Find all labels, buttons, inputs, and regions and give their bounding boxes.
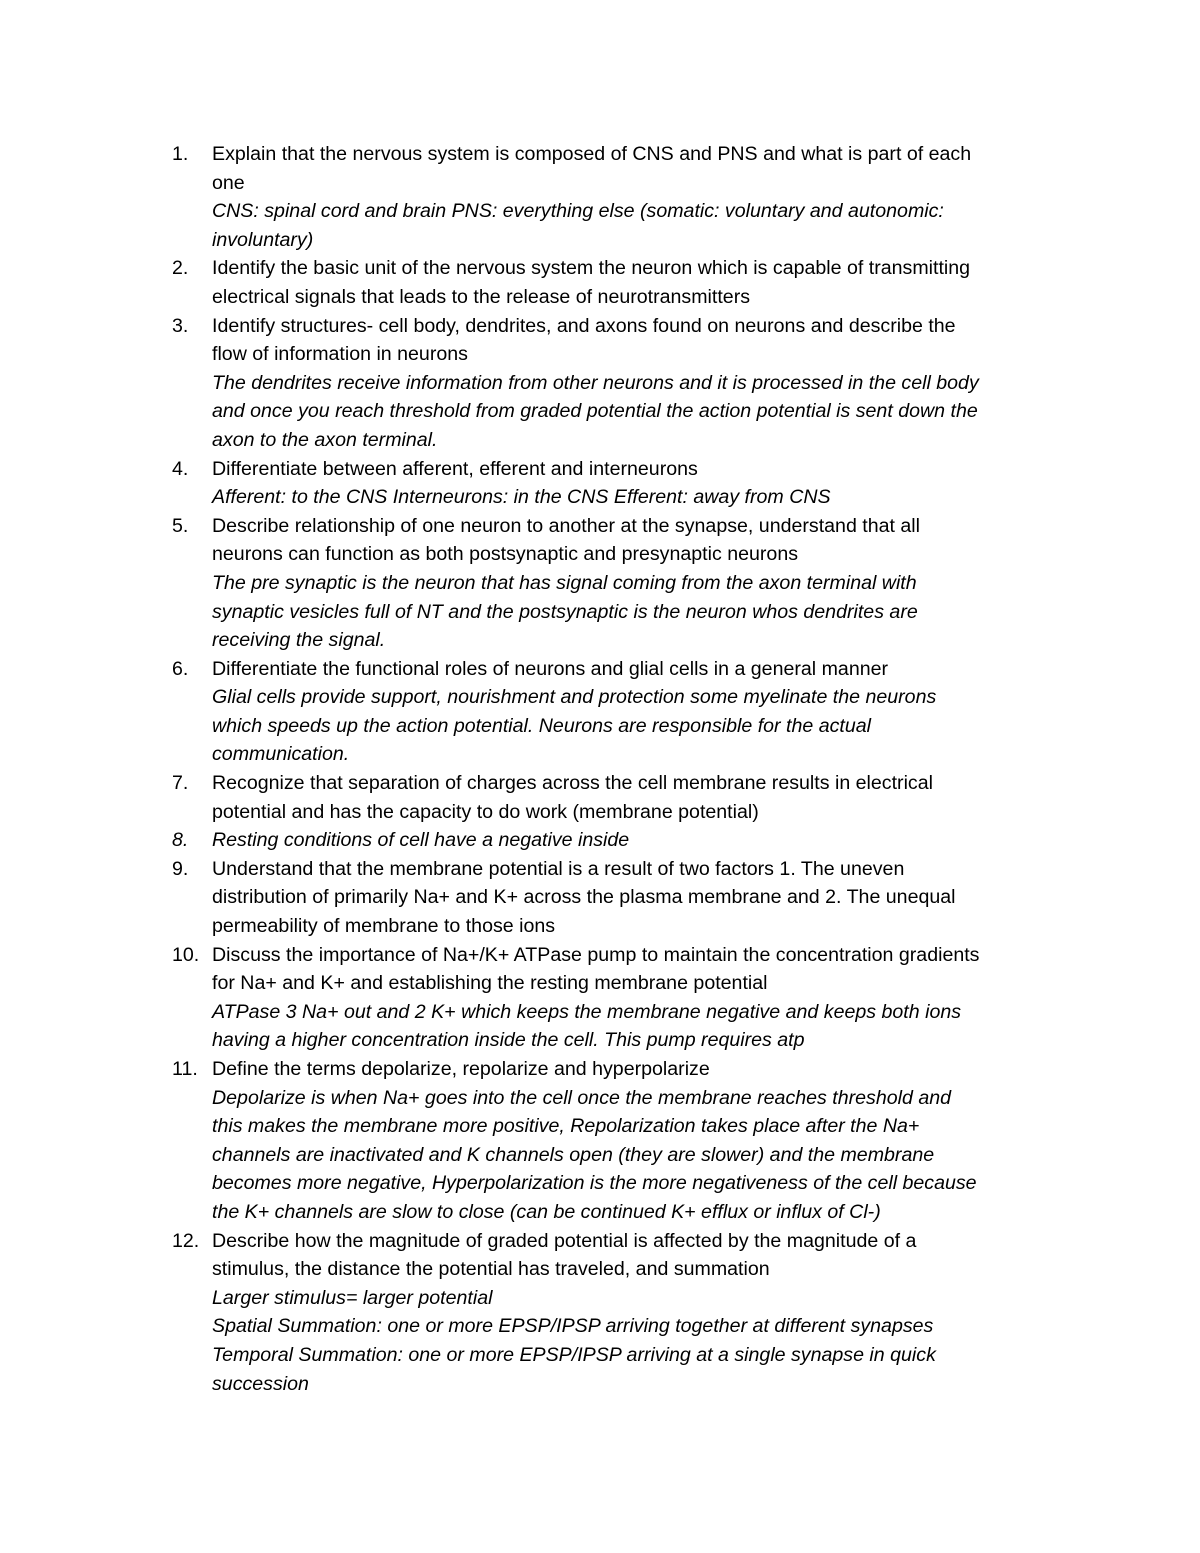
answer-line: Afferent: to the CNS Interneurons: in the CNS Efferent: away from CNS [212,486,831,509]
list-item-number: 11. [172,1058,198,1080]
question-line: Understand that the membrane potential is a result of two factors 1. The uneven [212,857,905,880]
list-item-number: 1. [172,143,189,165]
question-line: Identify the basic unit of the nervous system the neuron which is capable of transmitting [212,257,971,280]
question-line: neurons can function as both postsynaptic and presynaptic neurons [212,543,799,566]
answer-line: and once you reach threshold from graded potential the action potential is sent down the [212,400,978,423]
answer-line: which speeds up the action potential. Neurons are responsible for the actual [212,714,871,737]
answer-line: communication. [212,743,350,766]
question-line: Differentiate the functional roles of neurons and glial cells in a general manner [212,657,889,680]
question-line: Describe relationship of one neuron to another at the synapse, understand that all [212,514,921,537]
list-item-number: 7. [172,772,189,795]
list-item-number: 3. [172,314,189,337]
list-item [172,140,1072,254]
list-item [172,1227,1072,1399]
answer-line: The pre synaptic is the neuron that has signal coming from the axon terminal with [212,571,917,594]
answer-line: Resting conditions of cell have a negative inside [212,829,630,852]
list-item-number: 4. [172,457,189,480]
answer-line: Depolarize is when Na+ goes into the cell once the membrane reaches threshold and [212,1086,952,1109]
question-line: for Na+ and K+ and establishing the resting membrane potential [212,972,768,995]
question-line: Differentiate between afferent, efferent and interneurons [212,457,698,480]
answer-line: involuntary) [212,228,314,251]
list-item [172,312,1072,455]
list-item [172,826,1072,855]
answer-line: Larger stimulus= larger potential [212,1286,493,1309]
list-item [172,855,1072,941]
list-item-number: 12. [172,1229,200,1252]
list-item-number: 6. [172,657,189,680]
numbered-list [172,140,1072,1398]
list-item [172,512,1072,655]
list-item [172,655,1072,769]
list-item-number: 5. [172,514,189,537]
answer-line: becomes more negative, Hyperpolarization is the more negativeness of the cell because [212,1172,977,1195]
answer-line: Glial cells provide support, nourishment and protection some myelinate the neurons [212,686,937,709]
answer-line: Spatial Summation: one or more EPSP/IPSP arriving together at different synapses [212,1315,934,1338]
question-line: stimulus, the distance the potential has traveled, and summation [212,1258,770,1281]
question-line: Identify structures- cell body, dendrites, and axons found on neurons and describe the [212,314,956,337]
question-line: Describe how the magnitude of graded potential is affected by the magnitude of a [212,1229,917,1252]
list-item-number: 2. [172,257,189,280]
question-line: Define the terms depolarize, repolarize and hyperpolarize [212,1058,710,1080]
answer-line: this makes the membrane more positive, Repolarization takes place after the Na+ [212,1115,920,1138]
list-item [172,254,1072,311]
answer-line: CNS: spinal cord and brain PNS: everything else (somatic: voluntary and autonomic: [212,200,944,223]
question-line: distribution of primarily Na+ and K+ across the plasma membrane and 2. The unequal [212,886,956,909]
answer-line: axon to the axon terminal. [212,428,438,451]
list-item-number: 8. [172,829,189,852]
list-item [172,769,1072,826]
answer-line: having a higher concentration inside the cell. This pump requires atp [212,1029,805,1052]
question-line: permeability of membrane to those ions [212,915,556,938]
answer-line: succession [212,1372,309,1395]
answer-line: receiving the signal. [212,629,386,652]
list-item-number: 10. [172,943,200,966]
list-item-number: 9. [172,857,189,880]
answer-line: The dendrites receive information from other neurons and it is processed in the cell body [212,371,979,394]
question-line: electrical signals that leads to the release of neurotransmitters [212,285,751,308]
question-line: Recognize that separation of charges across the cell membrane results in electrical [212,772,933,795]
answer-line: synaptic vesicles full of NT and the postsynaptic is the neuron whos dendrites are [212,600,918,623]
list-item [172,1055,1072,1227]
question-line: one [212,171,245,194]
answer-line: channels are inactivated and K channels open (they are slower) and the membrane [212,1143,935,1166]
question-line: potential and has the capacity to do work (membrane potential) [212,800,759,823]
list-item [172,941,1072,1055]
question-line: Discuss the importance of Na+/K+ ATPase pump to maintain the concentration gradients [212,943,980,966]
list-item [172,455,1072,512]
answer-line: the K+ channels are slow to close (can be continued K+ efflux or influx of Cl-) [212,1200,881,1223]
question-line: flow of information in neurons [212,343,468,366]
question-line: Explain that the nervous system is composed of CNS and PNS and what is part of each [212,143,972,165]
answer-line: Temporal Summation: one or more EPSP/IPSP arriving at a single synapse in quick [212,1343,936,1366]
answer-line: ATPase 3 Na+ out and 2 K+ which keeps the membrane negative and keeps both ions [212,1000,962,1023]
